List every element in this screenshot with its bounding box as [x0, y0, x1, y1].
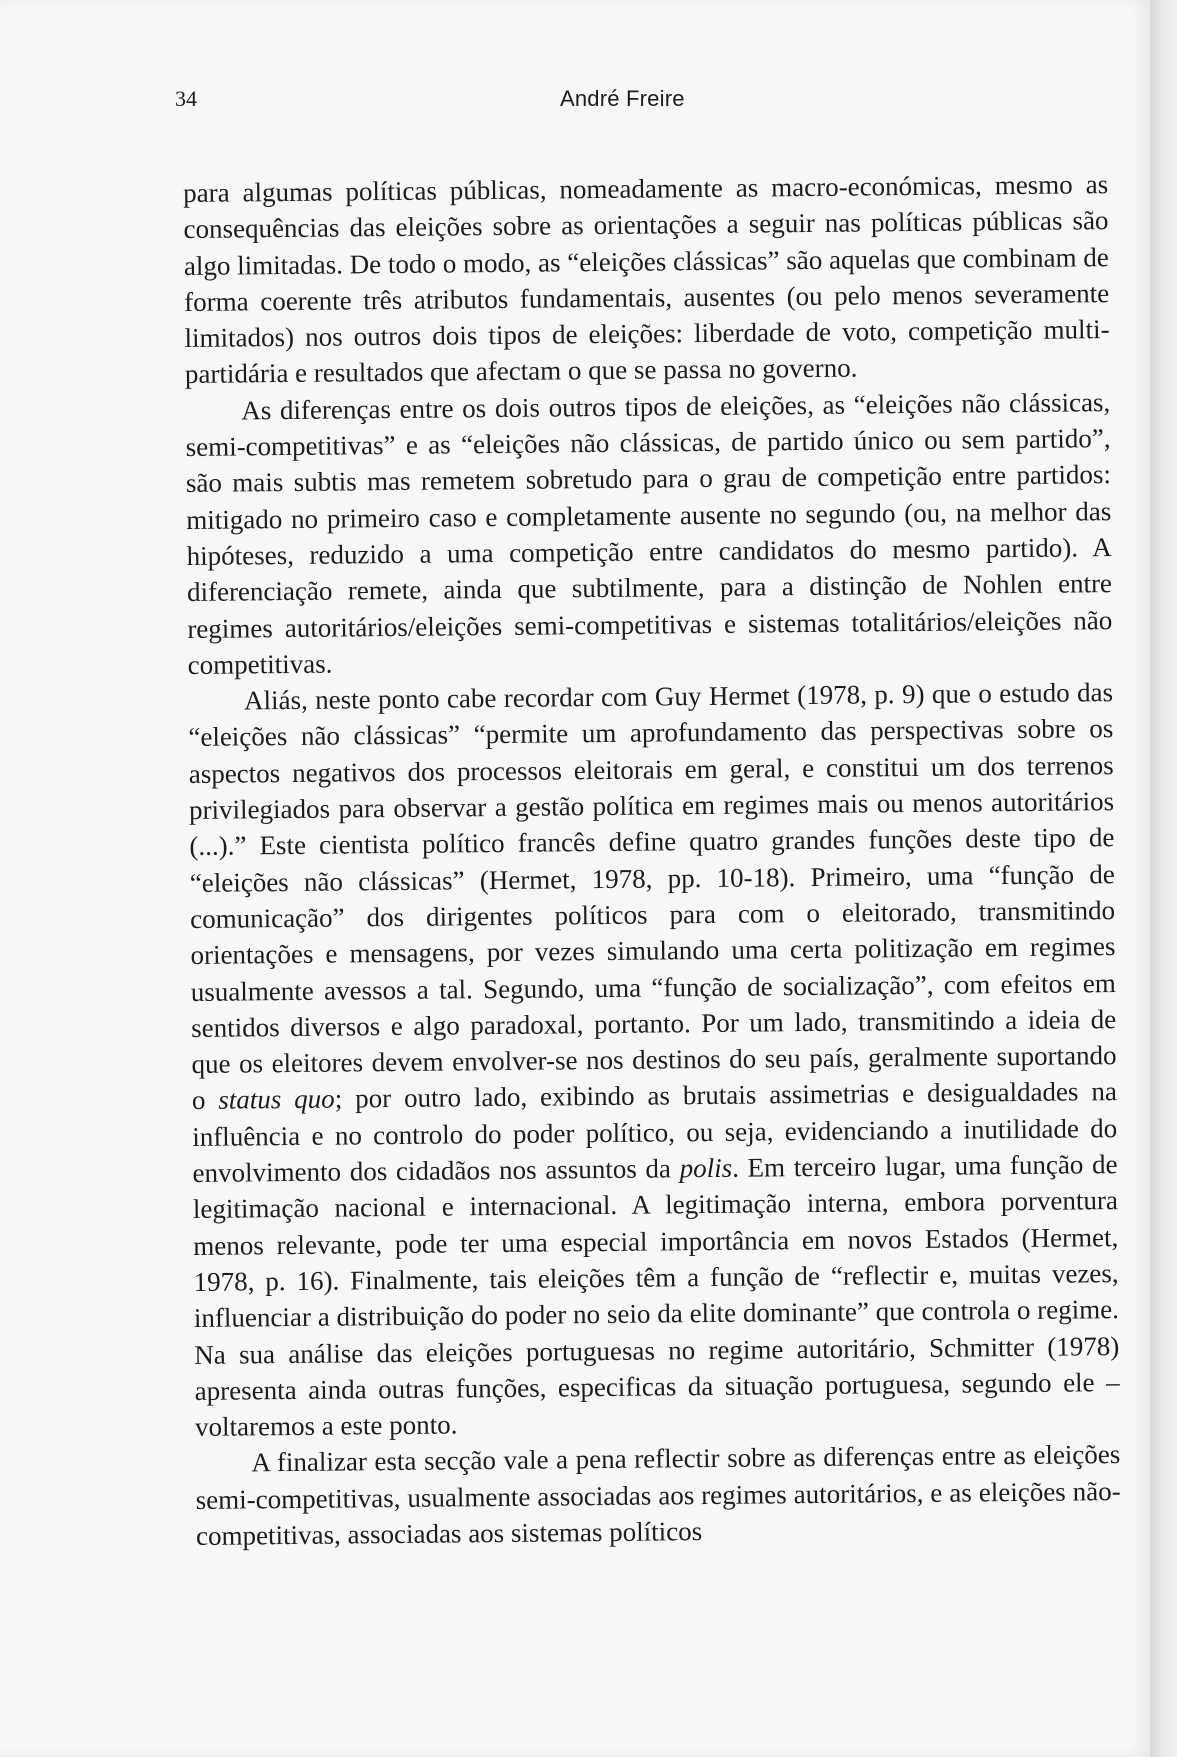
paragraph-4-text: A finalizar esta secção vale a pena reflectir sobre as diferenças entre as eleições semi-competitivas, usualmente associadas aos regimes autoritários, e as eleições não-competitivas, associadas aos sistemas políticos — [195, 1439, 1121, 1551]
body-text — [183, 166, 1121, 1554]
paragraph-1-text: para algumas políticas públicas, nomeadamente as macro-económicas, mesmo as consequências das eleições sobre as orientações a seguir nas políticas públicas são algo limitadas. De todo o modo, as “eleições clássicas” são aquelas que combinam de forma coerente três atributos fundamentais, ausentes (ou pelo menos severamente limitados) nos outros dois tipos de eleições: liberdade de voto, competição multi-partidária e resultados que afectam o que se passa no governo. — [183, 169, 1110, 390]
paragraph-3-text-part-3: . Em terceiro lugar, uma função de legitimação nacional e internacional. A legitimação interna, embora porventura menos relevante, pode ter uma especial importância em novos Estados (Hermet, 1978, p. 16). Finalmente, tais eleições têm a função de “reflectir e, muitas vezes, influenciar a distribuição do poder no seio da elite dominante” que controla o regime. Na sua análise das eleições portuguesas no regime autoritário, Schmitter (1978) apresenta ainda outras funções, especificas da situação portuguesa, segundo ele – voltaremos a este ponto. — [192, 1149, 1120, 1443]
italic-term-status-quo: status quo — [218, 1084, 335, 1116]
paragraph-2-text: As diferenças entre os dois outros tipos de eleições, as “eleições não clássicas, semi-competitivas” e as “eleições não clássicas, de partido único ou sem partido”, são mais subtis mas remetem sobretudo para o grau de competição entre partidos: mitigado no primeiro caso e completamente ausente no segundo (ou, na melhor das hipóteses, reduzido a uma competição entre candidatos do mesmo partido). A diferenciação remete, ainda que subtilmente, para a distinção de Nohlen entre regimes autoritários/eleições semi-competitivas e sistemas totalitários/eleições não competitivas. — [185, 386, 1113, 680]
paragraph-2 — [185, 384, 1113, 683]
page-edge-shadow — [1150, 0, 1177, 1757]
italic-term-polis: polis — [679, 1152, 733, 1184]
page-number: 34 — [175, 86, 197, 111]
paragraph-3-text-part-1: Aliás, neste ponto cabe recordar com Guy Hermet (1978, p. 9) que o estudo das “eleições não clássicas” “permite um aprofundamento das perspectivas sobre os aspectos negativos dos processos eleitorais em geral, e constitui um dos terrenos privilegiados para observar a gestão política em regimes mais ou menos autoritários (...).” Este cientista político francês define quatro grandes funções deste tipo de “eleições não clássicas” (Hermet, 1978, pp. 10-18). Primeiro, uma “função de comunicação” dos dirigentes políticos para com o eleitorado, transmitindo orientações e mensagens, por vezes simulando uma certa politização em regimes usualmente avessos a tal. Segundo, uma “função de socialização”, com efeitos em sentidos diversos e algo paradoxal, portanto. Por um lado, transmitindo a ideia de que os eleitores devem envolver-se nos destinos do seu país, geralmente suportando o — [188, 677, 1117, 1116]
paragraph-4 — [195, 1436, 1121, 1554]
paragraph-3-text-part-2: ; por outro lado, exibindo as brutais assimetrias e desigualdades na influência e no controlo do poder político, ou seja, evidenciando a inutilidade do envolvimento dos cidadãos nos assuntos da — [192, 1076, 1118, 1188]
paragraph-3 — [188, 674, 1120, 1445]
running-head — [175, 83, 1095, 115]
paragraph-1 — [183, 166, 1110, 393]
running-title-author: André Freire — [560, 86, 685, 111]
